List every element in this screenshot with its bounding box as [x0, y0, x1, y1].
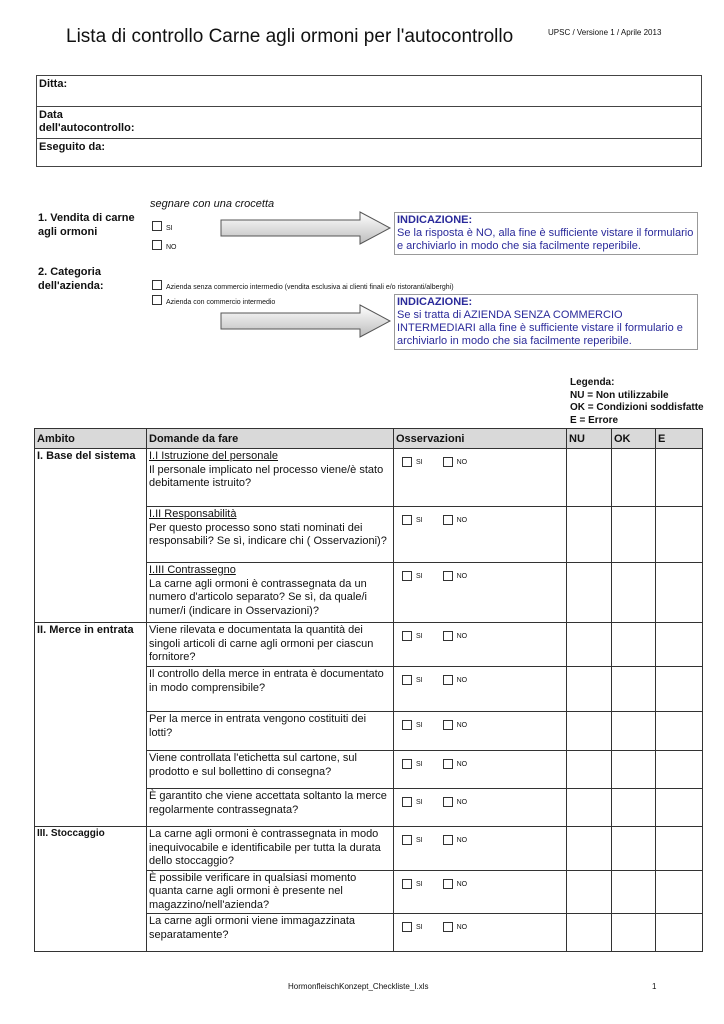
checkbox[interactable] [443, 515, 453, 525]
checkbox[interactable] [402, 879, 412, 889]
option-si[interactable]: SI [402, 922, 423, 932]
e-cell[interactable] [656, 623, 703, 667]
section-cell [35, 751, 147, 789]
option-no[interactable]: NO [443, 571, 468, 581]
question-cell: La carne agli ormoni è contrassegnata in modo inequivocabile e identificabile per tutta la durata dello stoccaggio? [147, 827, 394, 871]
nu-cell[interactable] [567, 507, 612, 563]
table-row [35, 827, 703, 871]
nu-cell[interactable] [567, 623, 612, 667]
table-row [35, 563, 703, 623]
checkbox[interactable] [443, 675, 453, 685]
table-header-row [35, 429, 703, 449]
table-row [35, 623, 703, 667]
option-no[interactable]: NO [443, 720, 468, 730]
question-cell: La carne agli ormoni viene immagazzinata separatamente? [147, 914, 394, 952]
checkbox[interactable] [402, 720, 412, 730]
eseguito-field[interactable]: Eseguito da: [39, 141, 106, 153]
question-cell: I.III Contrassegno La carne agli ormoni è contrassegnata da un numero d'articolo separato? Se sì, da quale/i numer/i (indicare in Osservazioni)? [147, 563, 394, 623]
option-si[interactable]: SI [402, 571, 423, 581]
question-cell: Viene rilevata e documentata la quantità dei singoli articoli di carne agli ormoni per ciascun fornitore? [147, 623, 394, 667]
checkbox[interactable] [152, 240, 162, 250]
checkbox[interactable] [152, 280, 162, 290]
checkbox[interactable] [402, 835, 412, 845]
header-ok: OK [612, 429, 656, 449]
e-cell[interactable] [656, 507, 703, 563]
nu-cell[interactable] [567, 870, 612, 914]
observation-cell[interactable] [394, 827, 567, 871]
option-no[interactable]: NO [443, 515, 468, 525]
q1-option-si[interactable]: SI [152, 217, 173, 235]
table-row [35, 789, 703, 827]
section-label: III. Stoccaggio [35, 827, 147, 871]
option-si[interactable]: SI [402, 835, 423, 845]
table-row [35, 667, 703, 712]
nu-cell[interactable] [567, 712, 612, 751]
header-nu: NU [567, 429, 612, 449]
table-row [35, 712, 703, 751]
nu-cell[interactable] [567, 789, 612, 827]
e-cell[interactable] [656, 449, 703, 507]
e-cell[interactable] [656, 712, 703, 751]
e-cell[interactable] [656, 667, 703, 712]
q1-option-no[interactable]: NO [152, 236, 177, 254]
checkbox[interactable] [402, 759, 412, 769]
ok-cell[interactable] [612, 914, 656, 952]
option-no[interactable]: NO [443, 797, 468, 807]
option-si[interactable]: SI [402, 675, 423, 685]
section-label: I. Base del sistema [35, 449, 147, 507]
ok-cell[interactable] [612, 712, 656, 751]
option-no[interactable]: NO [443, 631, 468, 641]
e-cell[interactable] [656, 827, 703, 871]
nu-cell[interactable] [567, 449, 612, 507]
observation-cell[interactable] [394, 449, 567, 507]
table-row [35, 507, 703, 563]
e-cell[interactable] [656, 789, 703, 827]
checkbox[interactable] [402, 797, 412, 807]
observation-cell[interactable] [394, 563, 567, 623]
observation-cell[interactable] [394, 507, 567, 563]
question-cell: Viene controllata l'etichetta sul cartone, sul prodotto e sul bollettino di consegna? [147, 751, 394, 789]
table-row [35, 751, 703, 789]
ok-cell[interactable] [612, 751, 656, 789]
section-cell [35, 712, 147, 751]
checklist-table [34, 428, 703, 952]
version-label: UPSC / Versione 1 / Aprile 2013 [548, 28, 662, 37]
question-1-label: 1. Vendita di carne agli ormoni [38, 212, 135, 238]
table-row [35, 449, 703, 507]
section-cell [35, 507, 147, 563]
page-title: Lista di controllo Carne agli ormoni per l'autocontrollo [66, 26, 514, 47]
ok-cell[interactable] [612, 667, 656, 712]
nu-cell[interactable] [567, 914, 612, 952]
checkbox[interactable] [443, 797, 453, 807]
checkbox[interactable] [402, 571, 412, 581]
section-label: II. Merce in entrata [35, 623, 147, 667]
ok-cell[interactable] [612, 507, 656, 563]
header-e: E [656, 429, 703, 449]
option-no[interactable]: NO [443, 759, 468, 769]
option-si[interactable]: SI [402, 631, 423, 641]
e-cell[interactable] [656, 870, 703, 914]
ok-cell[interactable] [612, 563, 656, 623]
question-cell: Il controllo della merce in entrata è documentato in modo comprensibile? [147, 667, 394, 712]
option-si[interactable]: SI [402, 879, 423, 889]
info-box [36, 75, 702, 167]
checkbox[interactable] [443, 922, 453, 932]
indication-box-2: INDICAZIONE: Se si tratta di AZIENDA SENZA COMMERCIO INTERMEDIARI alla fine è sufficiente vistare il formulario e archiviarlo in modo che sia facilmente reperibile. [394, 294, 698, 350]
checkbox[interactable] [443, 720, 453, 730]
data-field[interactable]: Data dell'autocontrollo: [37, 107, 701, 139]
section-cell [35, 870, 147, 914]
question-cell: I.II Responsabilità Per questo processo sono stati nominati dei responsabili? Se sì, indicare chi ( Osservazioni)? [147, 507, 394, 563]
checkbox[interactable] [443, 571, 453, 581]
nu-cell[interactable] [567, 751, 612, 789]
question-cell: Per la merce in entrata vengono costituiti dei lotti? [147, 712, 394, 751]
option-si[interactable]: SI [402, 457, 423, 467]
checkbox[interactable] [402, 457, 412, 467]
e-cell[interactable] [656, 751, 703, 789]
checkbox[interactable] [402, 515, 412, 525]
table-row [35, 870, 703, 914]
observation-cell[interactable] [394, 870, 567, 914]
page-number: 1 [652, 982, 657, 991]
ok-cell[interactable] [612, 827, 656, 871]
checkbox[interactable] [402, 675, 412, 685]
option-no[interactable]: NO [443, 675, 468, 685]
header-osservazioni: Osservazioni [394, 429, 567, 449]
option-no[interactable]: NO [443, 835, 468, 845]
observation-cell[interactable] [394, 623, 567, 667]
indication-box-1: INDICAZIONE: Se la risposta è NO, alla fine è sufficiente vistare il formulario e archiviarlo in modo che sia facilmente reperibile. [394, 212, 698, 255]
header-ambito: Ambito [35, 429, 147, 449]
section-cell [35, 667, 147, 712]
question-cell: I.I Istruzione del personale Il personale implicato nel processo viene/è stato debitamente istruito? [147, 449, 394, 507]
checkbox[interactable] [443, 457, 453, 467]
nu-cell[interactable] [567, 667, 612, 712]
option-no[interactable]: NO [443, 879, 468, 889]
ok-cell[interactable] [612, 789, 656, 827]
checkbox[interactable] [443, 835, 453, 845]
observation-cell[interactable] [394, 712, 567, 751]
ditta-field[interactable]: Ditta: [37, 76, 701, 107]
checkbox[interactable] [443, 631, 453, 641]
question-cell: È possibile verificare in qualsiasi momento quanta carne agli ormoni è presente nel magazzino/nell'azienda? [147, 870, 394, 914]
ok-cell[interactable] [612, 870, 656, 914]
footer-filename: HormonfleischKonzept_Checkliste_I.xls [288, 982, 429, 991]
option-no[interactable]: NO [443, 457, 468, 467]
checkbox[interactable] [152, 295, 162, 305]
question-2-label: 2. Categoria dell'azienda: [38, 266, 104, 292]
legend: Legenda: NU = Non utilizzabile OK = Condizioni soddisfatte E = Errore [570, 377, 704, 426]
checkbox[interactable] [402, 631, 412, 641]
checkbox[interactable] [402, 922, 412, 932]
checkbox[interactable] [152, 221, 162, 231]
ok-cell[interactable] [612, 623, 656, 667]
ok-cell[interactable] [612, 449, 656, 507]
observation-cell[interactable] [394, 667, 567, 712]
table-row [35, 914, 703, 952]
option-no[interactable]: NO [443, 922, 468, 932]
question-cell: È garantito che viene accettata soltanto la merce regolarmente contrassegnata? [147, 789, 394, 827]
hint-text: segnare con una crocetta [150, 198, 275, 210]
arrow-right-icon [220, 303, 392, 339]
header-domande: Domande da fare [147, 429, 394, 449]
nu-cell[interactable] [567, 827, 612, 871]
q2-option-2[interactable]: Azienda con commercio intermedio [152, 291, 275, 309]
observation-cell[interactable] [394, 914, 567, 952]
checkbox[interactable] [443, 759, 453, 769]
nu-cell[interactable] [567, 563, 612, 623]
e-cell[interactable] [656, 563, 703, 623]
checkbox[interactable] [443, 879, 453, 889]
section-cell [35, 563, 147, 623]
arrow-right-icon [220, 210, 392, 246]
option-si[interactable]: SI [402, 759, 423, 769]
e-cell[interactable] [656, 914, 703, 952]
option-si[interactable]: SI [402, 515, 423, 525]
observation-cell[interactable] [394, 751, 567, 789]
option-si[interactable]: SI [402, 720, 423, 730]
option-si[interactable]: SI [402, 797, 423, 807]
observation-cell[interactable] [394, 789, 567, 827]
q2-option-1[interactable]: Azienda senza commercio intermedio (vendita esclusiva ai clienti finali e/o ristoranti/alberghi) [152, 276, 454, 294]
section-cell [35, 914, 147, 952]
section-cell [35, 789, 147, 827]
